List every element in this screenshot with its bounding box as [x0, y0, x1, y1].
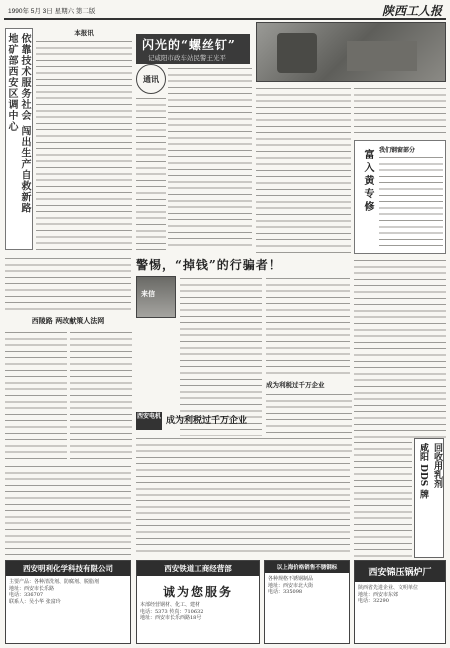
right-headline-line-b: 回收用乳剂	[432, 443, 442, 488]
ad-railway-trade	[136, 560, 260, 644]
ad-4-line: 电话：32290	[358, 598, 389, 604]
ad-3-title: 以上海价格销售不锈钢标	[265, 561, 349, 573]
profile-body-texture	[379, 155, 443, 251]
right-lower-texture	[354, 258, 446, 438]
left-article-body-texture	[36, 39, 132, 251]
left-article-lead: 本报讯	[74, 29, 94, 37]
photo-caption-texture	[354, 86, 446, 136]
profile-head: 我们钢窗部分	[379, 147, 416, 154]
ad-boiler-factory	[354, 560, 446, 644]
ad-2-title: 西安铁道工商经营部	[137, 561, 259, 576]
warning-headline	[136, 256, 344, 272]
ad-1-line: 地址：西安市长乐路	[9, 585, 55, 592]
ad-stainless-steel	[264, 560, 350, 644]
left-lower-texture-b	[5, 330, 67, 460]
left-lower-headline: 西陵路 两改献策人法网	[31, 316, 105, 325]
ad-1-line: 联系人：吴小华 张富玲	[9, 598, 61, 605]
profile-title: 富入黄专修	[362, 149, 373, 214]
right-bottom-texture	[354, 440, 412, 558]
masthead	[4, 2, 446, 20]
photo-subject	[277, 33, 317, 73]
ad-4-line: 地址：西安市东郊	[358, 591, 399, 598]
right-headline-line-a: 咸阳 DDS 牌	[418, 443, 428, 499]
left-bottom-texture	[5, 464, 131, 556]
left-vertical-headline	[5, 28, 33, 250]
left-headline-line-a: 地矿部西安区调中心	[6, 33, 17, 132]
issue-date: 1990年 5月 3日 星期六 第二版	[8, 8, 96, 15]
warning-photo-label: 来信	[141, 289, 155, 298]
ad-2-line: 本部经营钢材、化工、建材	[140, 602, 201, 608]
photo-background	[347, 41, 417, 71]
bottom-story-tag: 西安电机	[136, 412, 162, 430]
feature-body-texture	[168, 66, 252, 250]
ad-1-line: 电话：336707	[9, 592, 44, 598]
ad-1-title: 西安明利化学科技有限公司	[6, 561, 130, 576]
report-badge: 通讯	[136, 64, 166, 94]
left-lower-texture	[5, 256, 131, 312]
right-vertical-headline	[414, 438, 444, 558]
ad-2-slogan: 诚为您服务	[162, 585, 233, 599]
feature-side-texture	[136, 96, 166, 250]
ad-3-line: 地址：西安市北大街	[268, 582, 314, 589]
left-headline-line-b: 依靠技术服务社会 闯出生产自救新路	[19, 33, 30, 214]
newspaper-name: 陕西工人报	[381, 4, 442, 18]
profile-box	[354, 140, 446, 254]
news-photo	[256, 22, 446, 82]
warning-body-texture	[180, 276, 262, 456]
warning-photo	[136, 276, 176, 318]
left-article	[36, 28, 132, 250]
feature-headline-main: 闪光的“螺丝钉”	[142, 38, 236, 52]
ad-chemical-company	[5, 560, 131, 644]
ad-2-line: 电话：5373 传真：710632	[140, 608, 204, 615]
ad-3-line: 电话：335098	[268, 589, 303, 595]
ad-1-line: 主要产品：各种清洗剂、防腐剂、脱脂剂	[9, 579, 100, 585]
middle-bottom-texture	[136, 498, 350, 556]
warning-body-texture-b	[266, 276, 350, 376]
ad-4-title: 西安锦压锅炉厂	[355, 561, 445, 582]
warning-title: 警惕，“掉钱”的行骗者！	[136, 258, 282, 272]
left-lower-texture-c	[70, 330, 132, 460]
right-article-texture	[256, 86, 351, 254]
bottom-story-title: 成为利税过千万企业	[166, 416, 248, 426]
mid-lower-headline: 成为利税过千万企业	[266, 381, 325, 389]
ad-3-line: 各种规格不锈钢制品	[268, 576, 314, 582]
feature-headline	[136, 34, 250, 64]
ad-4-line: 陕西省先进企业、文明单位	[358, 585, 419, 591]
bottom-story-texture	[136, 436, 350, 496]
ad-2-line: 地址：西安市长乐西路18号	[140, 615, 202, 621]
feature-headline-sub: 记咸阳市政车站民警王光平	[148, 54, 226, 62]
